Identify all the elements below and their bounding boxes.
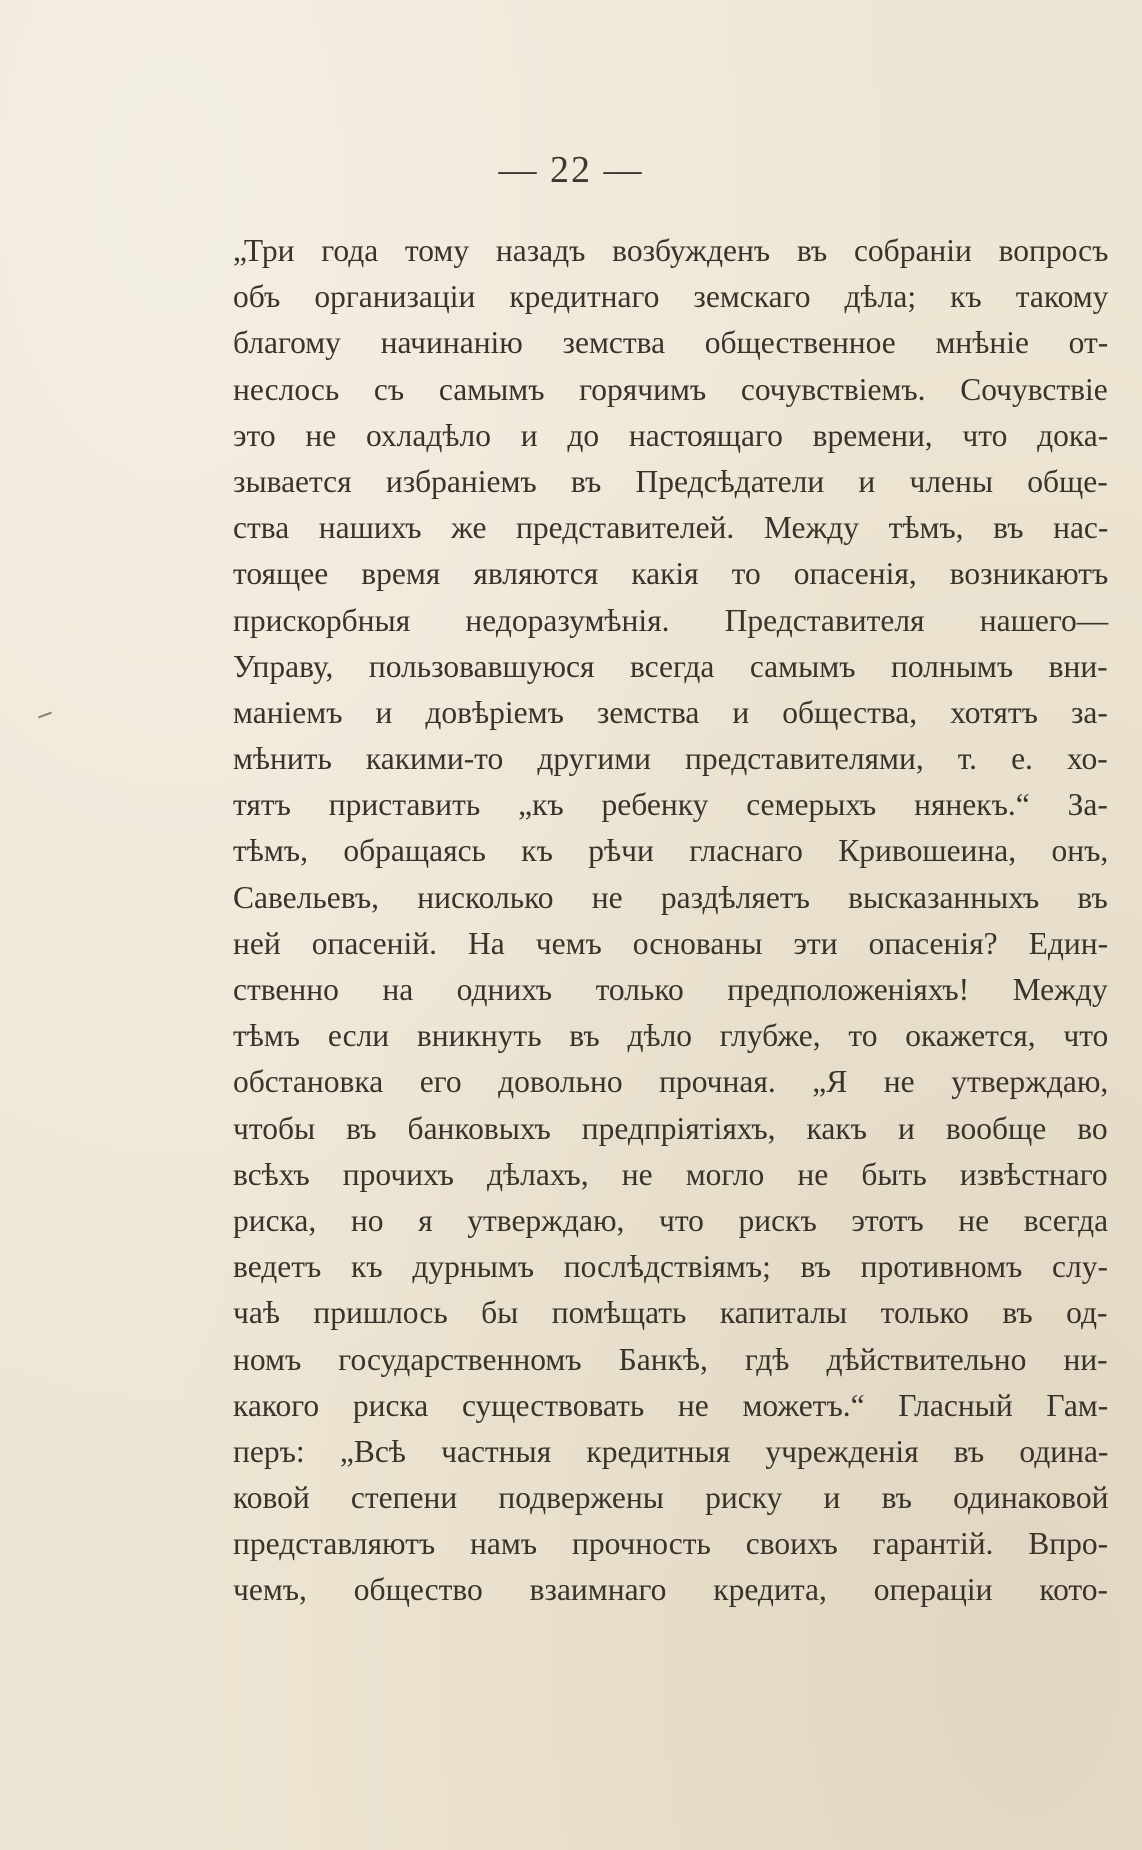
text-line: Управу, пользовавшуюся всегда самымъ полнымъ вни-	[233, 648, 1108, 684]
text-line: „Три года тому назадъ возбужденъ въ собранiи вопросъ	[233, 233, 1109, 268]
text-line: мѣнить какими-то другими представителями, т. е. хо-	[233, 741, 1108, 777]
text-line: Савельевъ, нисколько не раздѣляетъ высказанныхъ въ	[233, 879, 1108, 915]
text-line: тятъ приставить „къ ребенку семерыхъ нянекъ.“ За-	[233, 787, 1108, 823]
margin-mark	[38, 712, 52, 719]
text-line: благому начинанiю земства общественное мнѣнiе от-	[233, 325, 1109, 361]
text-line: ковой степени подвержены риску и въ одинаковой	[233, 1480, 1109, 1516]
text-line: ведетъ къ дурнымъ послѣдствiямъ; въ противномъ слу-	[233, 1249, 1108, 1285]
text-line: обстановка его довольно прочная. „Я не утверждаю,	[233, 1064, 1109, 1100]
text-line: чаѣ пришлось бы помѣщать капиталы только въ од-	[233, 1295, 1108, 1331]
text-line: прискорбныя недоразумѣнiя. Представителя нашего—	[233, 602, 1109, 638]
text-line: представляютъ намъ прочность своихъ гарантiй. Впро-	[233, 1526, 1109, 1562]
body-text	[233, 228, 1108, 1614]
text-line: номъ государственномъ Банкѣ, гдѣ дѣйствительно ни-	[233, 1341, 1108, 1377]
text-line: тоящее время являются какiя то опасенiя, возникаютъ	[233, 556, 1109, 592]
text-line: зывается избранiемъ въ Предсѣдатели и члены обще-	[233, 463, 1108, 499]
text-line: ства нашихъ же представителей. Между тѣмъ, въ нас-	[233, 510, 1109, 546]
page-number: — 22 —	[498, 149, 644, 191]
text-line: чтобы въ банковыхъ предпрiятiяхъ, какъ и вообще во	[233, 1110, 1108, 1146]
text-line: манiемъ и довѣрiемъ земства и общества, хотятъ за-	[233, 694, 1108, 730]
text-line: неслось съ самымъ горячимъ сочувствiемъ. Сочувствiе	[233, 371, 1108, 407]
text-line: ней опасенiй. На чемъ основаны эти опасенiя? Един-	[233, 925, 1109, 961]
text-line: это не охладѣло и до настоящаго времени, что дока-	[233, 417, 1109, 453]
text-line: перъ: „Всѣ частныя кредитныя учрежденiя въ одина-	[233, 1433, 1109, 1469]
text-line: всѣхъ прочихъ дѣлахъ, не могло не быть извѣстнаго	[233, 1156, 1108, 1192]
text-line: чемъ, общество взаимнаго кредита, операцiи кото-	[233, 1572, 1108, 1608]
text-line: объ организацiи кредитнаго земскаго дѣла; къ такому	[233, 279, 1109, 315]
text-line: тѣмъ если вникнуть въ дѣло глубже, то окажется, что	[233, 1018, 1109, 1054]
text-line: ственно на однихъ только предположенiяхъ! Между	[233, 972, 1108, 1007]
text-line: тѣмъ, обращаясь къ рѣчи гласнаго Кривошеина, онъ,	[233, 833, 1109, 869]
text-line: какого риска существовать не можетъ.“ Гласный Гам-	[233, 1387, 1109, 1423]
text-line: риска, но я утверждаю, что рискъ этотъ не всегда	[233, 1202, 1109, 1238]
